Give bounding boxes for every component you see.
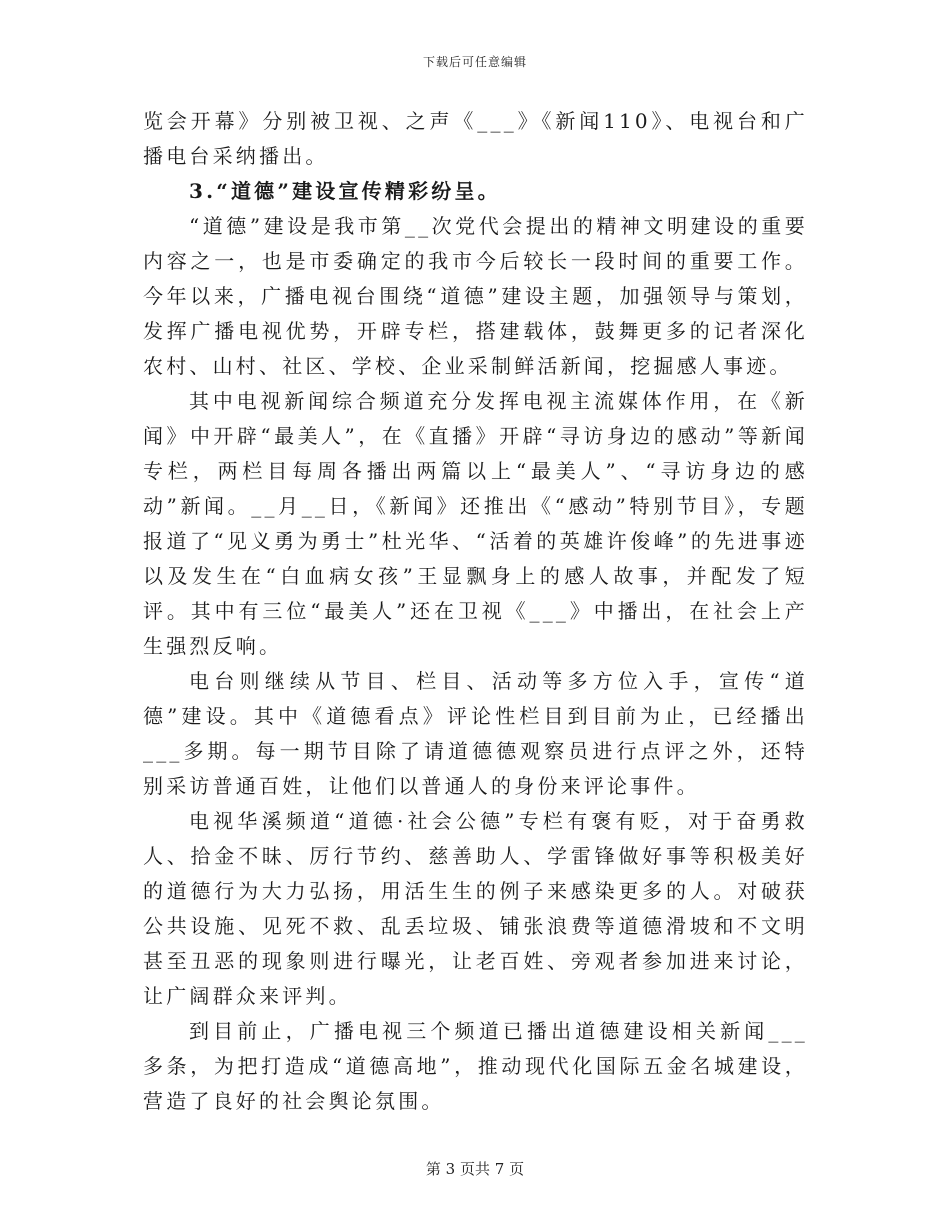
document-body [143,104,808,1119]
paragraph: 电台则继续从节目、栏目、活动等多方位入手，宣传“道德”建设。其中《道德看点》评论性栏目到目前为止，已经播出___多期。每一期节目除了请道德德观察员进行点评之外，还特别采访普通百姓，让他们以普通人的身份来评论事件。 [143,669,808,798]
page-number: 第 3 页共 7 页 [425,1160,525,1178]
section-heading: 3.“道德”建设宣传精彩纷呈。 [189,179,501,203]
paragraph: “道德”建设是我市第__次党代会提出的精神文明建设的重要内容之一，也是市委确定的我市今后较长一段时间的重要工作。今年以来，广播电视台围绕“道德”建设主题，加强领导与策划，发挥广播电视优势，开辟专栏，搭建载体，鼓舞更多的记者深化农村、山村、社区、学校、企业采制鲜活新闻，挖掘感人事迹。 [143,214,808,378]
page-header: 下载后可任意编辑 [422,55,527,69]
paragraph: 电视华溪频道“道德·社会公德”专栏有褒有贬，对于奋勇救人、拾金不昧、厉行节约、慈善助人、学雷锋做好事等积极美好的道德行为大力弘扬，用活生生的例子来感染更多的人。对破获公共设施、见死不救、乱丢垃圾、铺张浪费等道德滑坡和不文明甚至丑恶的现象则进行曝光，让老百姓、旁观者参加进来讨论，让广阔群众来评判。 [143,809,808,1008]
paragraph: 其中电视新闻综合频道充分发挥电视主流媒体作用，在《新闻》中开辟“最美人”，在《直播》开辟“寻访身边的感动”等新闻专栏，两栏目每周各播出两篇以上“最美人”、“寻访身边的感动”新闻。__月__日，《新闻》还推出《“感动”特别节目》，专题报道了“见义勇为勇士”杜光华、“活着的英雄许俊峰”的先进事迹以及发生在“白血病女孩”王显飘身上的感人故事，并配发了短评。其中有三位“最美人”还在卫视《___》中播出，在社会上产生强烈反响。 [143,389,808,658]
paragraph-continuation: 览会开幕》分别被卫视、之声《___》《新闻110》、电视台和广播电台采纳播出。 [143,109,808,168]
paragraph: 到目前止，广播电视三个频道已播出道德建设相关新闻___多条，为把打造成“道德高地”，推动现代化国际五金名城建设，营造了良好的社会舆论氛围。 [143,1019,808,1113]
